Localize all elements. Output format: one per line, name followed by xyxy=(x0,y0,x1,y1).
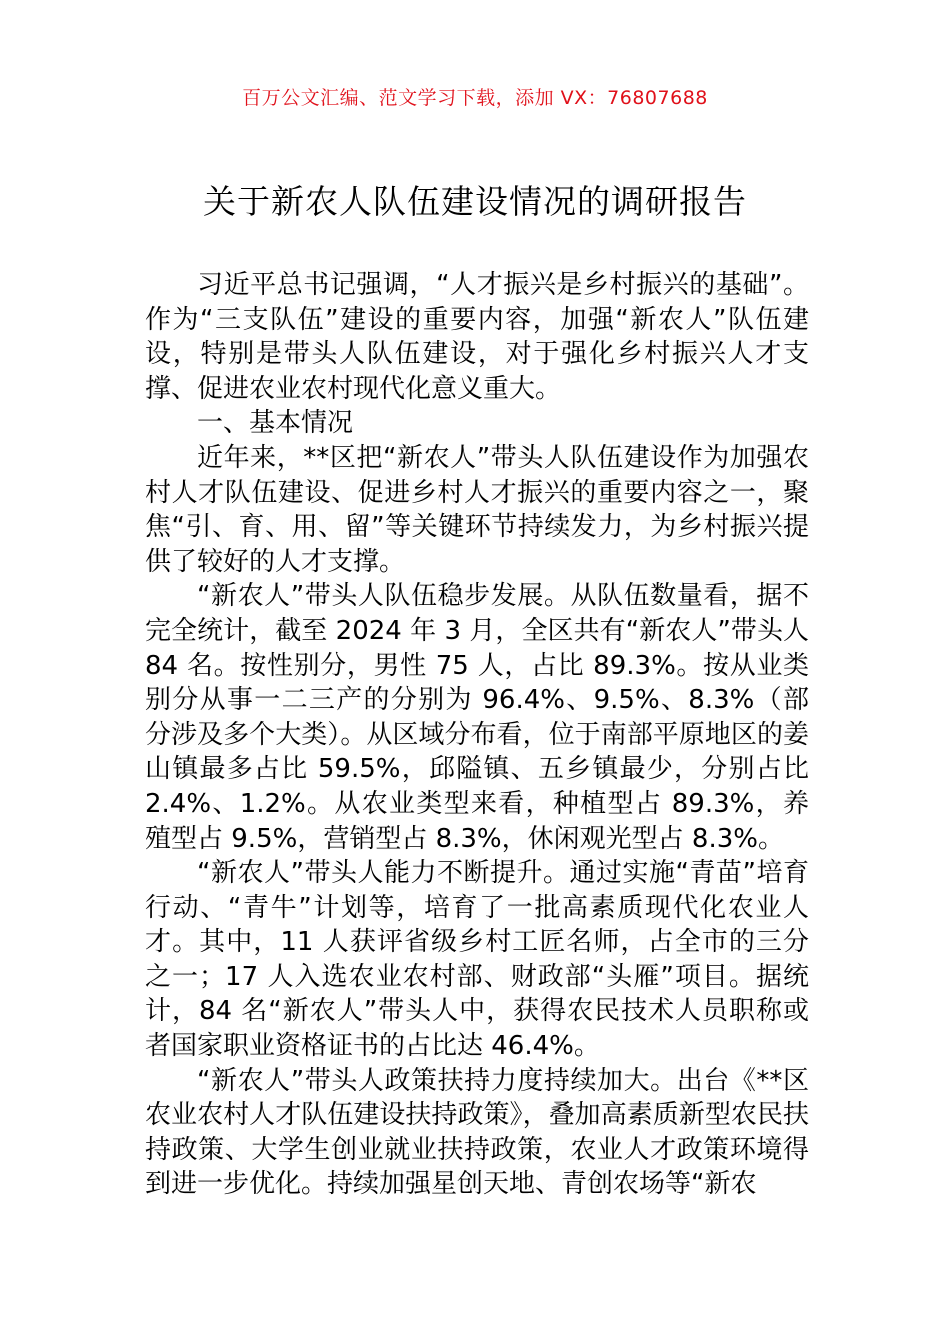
paragraph-intro: 习近平总书记强调，“人才振兴是乡村振兴的基础”。作为“三支队伍”建设的重要内容，加强“新农人”队伍建设，特别是带头人队伍建设，对于强化乡村振兴人才支撑、促进农业农村现代化意义重大。 xyxy=(145,270,809,404)
paragraph-capability-improvement: “新农人”带头人能力不断提升。通过实施“青苗”培育行动、“青牛”计划等，培育了一批高素质现代化农业人才。其中，11 人获评省级乡村工匠名师，占全市的三分之一；17 人入选农业农村部、财政部“头雁”项目。据统计，84 名“新农人”带头人中，获得农民技术人员职称或者国家职业资格证书的占比达 46.4%。 xyxy=(145,858,809,1062)
document-body xyxy=(145,268,809,1202)
paragraph-overview: 近年来，**区把“新农人”带头人队伍建设作为加强农村人才队伍建设、促进乡村人才振兴的重要内容之一，聚焦“引、育、用、留”等关键环节持续发力，为乡村振兴提供了较好的人才支撑。 xyxy=(145,442,809,577)
paragraph-policy-support: “新农人”带头人政策扶持力度持续加大。出台《**区农业农村人才队伍建设扶持政策》，叠加高素质新型农民扶持政策、大学生创业就业扶持政策，农业人才政策环境得到进一步优化。持续加强星创天地、青创农场等“新农 xyxy=(145,1065,809,1200)
paragraph-team-development: “新农人”带头人队伍稳步发展。从队伍数量看，据不完全统计，截至 2024 年 3 月，全区共有“新农人”带头人 84 名。按性别分，男性 75 人，占比 89.3%。按从业类别分从事一二三产的分别为 96.4%、9.5%、8.3%（部分涉及多个大类）。从区域分布看，位于南部平原地区的姜山镇最多占比 59.5%，邱隘镇、五乡镇最少，分别占比 2.4%、1.2%。从农业类型来看，种植型占 89.3%，养殖型占 9.5%，营销型占 8.3%，休闲观光型占 8.3%。 xyxy=(145,581,809,854)
document-title: 关于新农人队伍建设情况的调研报告 xyxy=(203,182,747,221)
header-promo-note: 百万公文汇编、范文学习下载，添加 VX：76807688 xyxy=(242,87,708,109)
section-heading-basic-situation: 一、基本情况 xyxy=(197,408,354,439)
